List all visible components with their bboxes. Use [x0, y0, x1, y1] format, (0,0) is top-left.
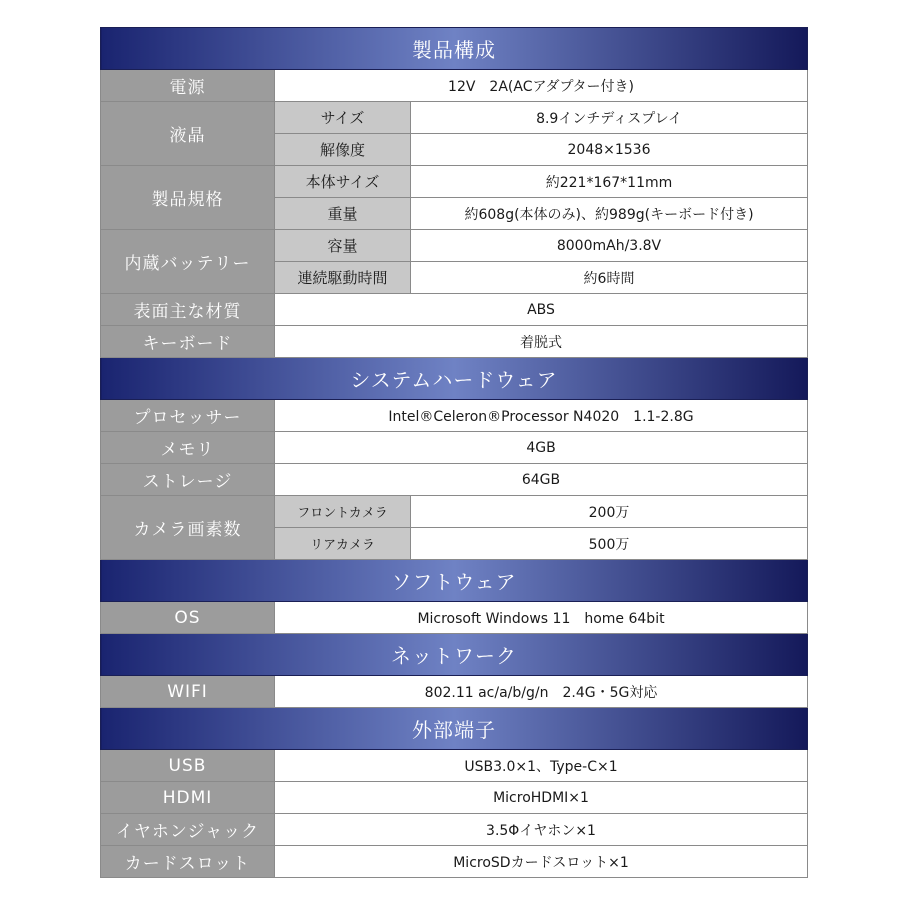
label-earphone-jack: イヤホンジャック: [101, 814, 275, 846]
value-storage: 64GB: [275, 464, 808, 496]
section-header-hardware: システムハードウェア: [101, 358, 808, 400]
spec-table: [100, 27, 808, 878]
label-material: 表面主な材質: [101, 294, 275, 326]
label-hdmi: HDMI: [101, 782, 275, 814]
section-header-ports: 外部端子: [101, 708, 808, 750]
label-memory: メモリ: [101, 432, 275, 464]
label-os: OS: [101, 602, 275, 634]
section-header-product: 製品構成: [101, 28, 808, 70]
value-power: 12V 2A(ACアダプター付き): [275, 70, 808, 102]
value-material: ABS: [275, 294, 808, 326]
value-keyboard: 着脱式: [275, 326, 808, 358]
label-keyboard: キーボード: [101, 326, 275, 358]
value-resolution: 2048×1536: [411, 134, 808, 166]
value-os: Microsoft Windows 11 home 64bit: [275, 602, 808, 634]
label-battery: 内蔵バッテリー: [101, 230, 275, 294]
sublabel-weight: 重量: [275, 198, 411, 230]
section-header-network: ネットワーク: [101, 634, 808, 676]
value-lcd-size: 8.9インチディスプレイ: [411, 102, 808, 134]
value-wifi: 802.11 ac/a/b/g/n 2.4G・5G対応: [275, 676, 808, 708]
value-card-slot: MicroSDカードスロット×1: [275, 846, 808, 878]
sublabel-lcd-size: サイズ: [275, 102, 411, 134]
value-runtime: 約6時間: [411, 262, 808, 294]
label-camera: カメラ画素数: [101, 496, 275, 560]
sublabel-runtime: 連続駆動時間: [275, 262, 411, 294]
label-storage: ストレージ: [101, 464, 275, 496]
value-earphone-jack: 3.5Φイヤホン×1: [275, 814, 808, 846]
sublabel-resolution: 解像度: [275, 134, 411, 166]
value-usb: USB3.0×1、Type-C×1: [275, 750, 808, 782]
value-weight: 約608g(本体のみ)、約989g(キーボード付き): [411, 198, 808, 230]
value-memory: 4GB: [275, 432, 808, 464]
section-header-software: ソフトウェア: [101, 560, 808, 602]
label-processor: プロセッサー: [101, 400, 275, 432]
label-power: 電源: [101, 70, 275, 102]
label-wifi: WIFI: [101, 676, 275, 708]
sublabel-front-camera: フロントカメラ: [275, 496, 411, 528]
value-hdmi: MicroHDMI×1: [275, 782, 808, 814]
value-body-size: 約221*167*11mm: [411, 166, 808, 198]
value-processor: Intel®Celeron®Processor N4020 1.1-2.8G: [275, 400, 808, 432]
label-usb: USB: [101, 750, 275, 782]
value-rear-camera: 500万: [411, 528, 808, 560]
sublabel-capacity: 容量: [275, 230, 411, 262]
label-card-slot: カードスロット: [101, 846, 275, 878]
label-lcd: 液晶: [101, 102, 275, 166]
value-front-camera: 200万: [411, 496, 808, 528]
sublabel-rear-camera: リアカメラ: [275, 528, 411, 560]
label-product-spec: 製品規格: [101, 166, 275, 230]
value-capacity: 8000mAh/3.8V: [411, 230, 808, 262]
sublabel-body-size: 本体サイズ: [275, 166, 411, 198]
